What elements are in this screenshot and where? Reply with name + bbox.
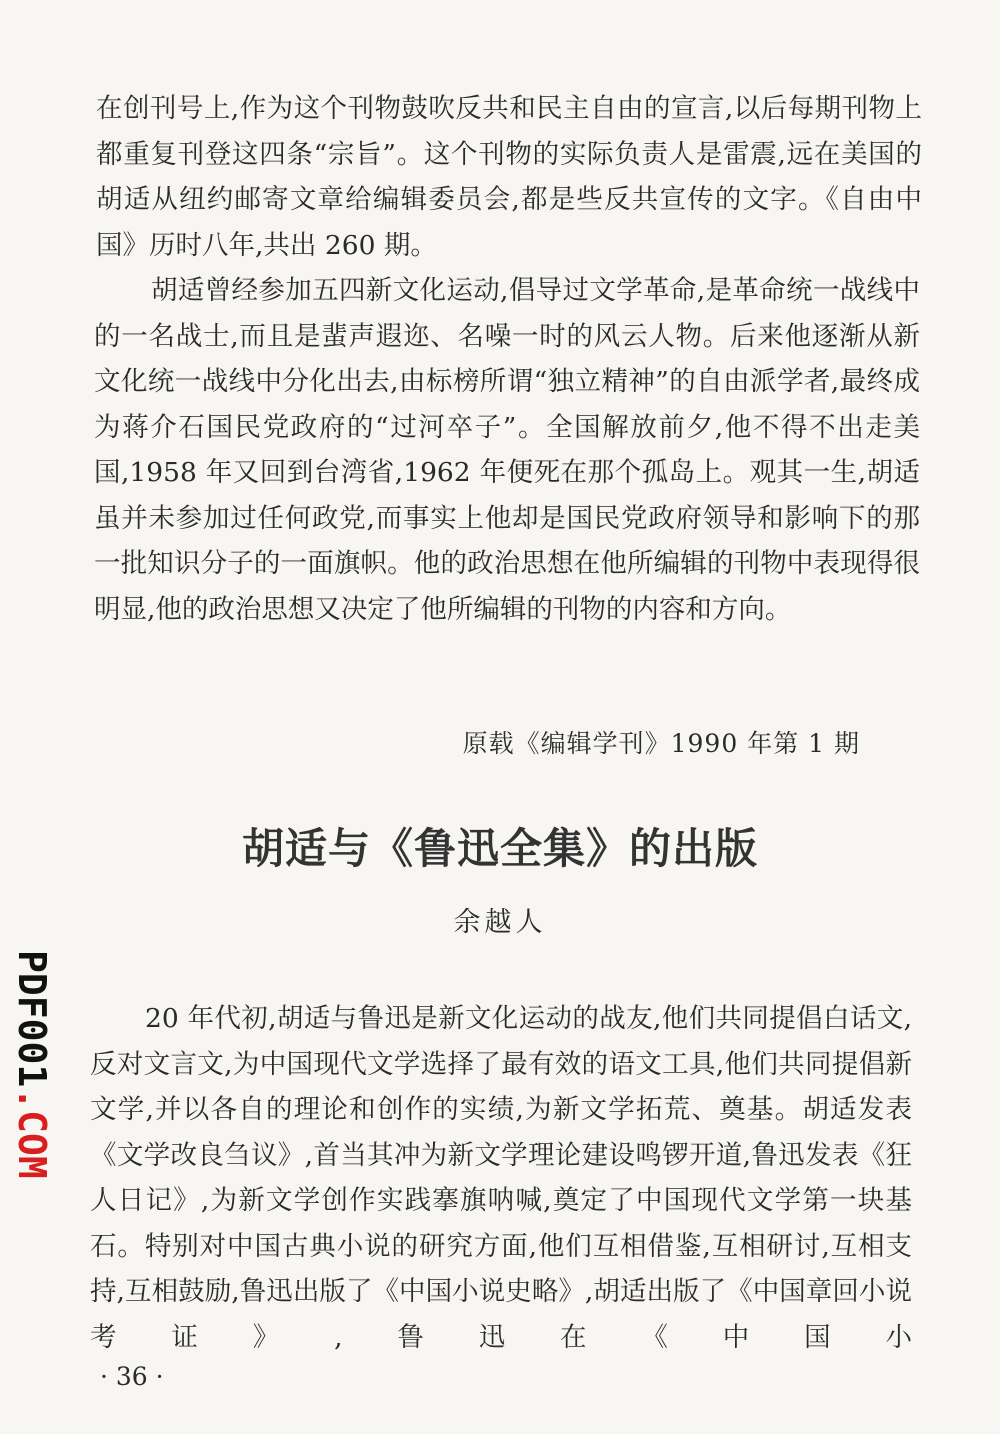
page-number: · 36 · [100, 1362, 164, 1391]
watermark-suffix: .COM [10, 1087, 54, 1179]
watermark [12, 950, 52, 1190]
body-paragraph-1: 在创刊号上,作为这个刊物鼓吹反共和民主自由的宣言,以后每期刊物上都重复刊登这四条“宗旨”。这个刊物的实际负责人是雷震,远在美国的胡适从纽约邮寄文章给编辑委员会,都是些反共宣传的文字。《自由中国》历时八年,共出 260 期。 [96, 93, 922, 261]
source-note: 原载《编辑学刊》1990 年第 1 期 [462, 729, 860, 758]
body-paragraph-3: 20 年代初,胡适与鲁迅是新文化运动的战友,他们共同提倡白话文,反对文言文,为中国现代文学选择了最有效的语文工具,他们共同提倡新文学,并以各自的理论和创作的实绩,为新文学拓荒、奠基。胡适发表《文学改良刍议》,首当其冲为新文学理论建设鸣锣开道,鲁迅发表《狂人日记》,为新文学创作实践搴旗呐喊,奠定了中国现代文学第一块基石。特别对中国古典小说的研究方面,他们互相借鉴,互相研讨,互相支持,互相鼓励,鲁迅出版了《中国小说史略》,胡适出版了《中国章回小说考证》,鲁迅在《中国小 [90, 1003, 912, 1353]
article-author: 余越人 [453, 907, 547, 938]
watermark-prefix: PDF001 [10, 950, 54, 1088]
body-paragraph-2: 胡适曾经参加五四新文化运动,倡导过文学革命,是革命统一战线中的一名战士,而且是蜚声遐迩、名噪一时的风云人物。后来他逐渐从新文化统一战线中分化出去,由标榜所谓“独立精神”的自由派学者,最终成为蒋介石国民党政府的“过河卒子”。全国解放前夕,他不得不出走美国,1958 年又回到台湾省,1962 年便死在那个孤岛上。观其一生,胡适虽并未参加过任何政党,而事实上他却是国民党政府领导和影响下的那一批知识分子的一面旗帜。他的政治思想在他所编辑的刊物中表现得很明显,他的政治思想又决定了他所编辑的刊物的内容和方向。 [94, 275, 920, 625]
article-title: 胡适与《鲁迅全集》的出版 [241, 824, 758, 873]
